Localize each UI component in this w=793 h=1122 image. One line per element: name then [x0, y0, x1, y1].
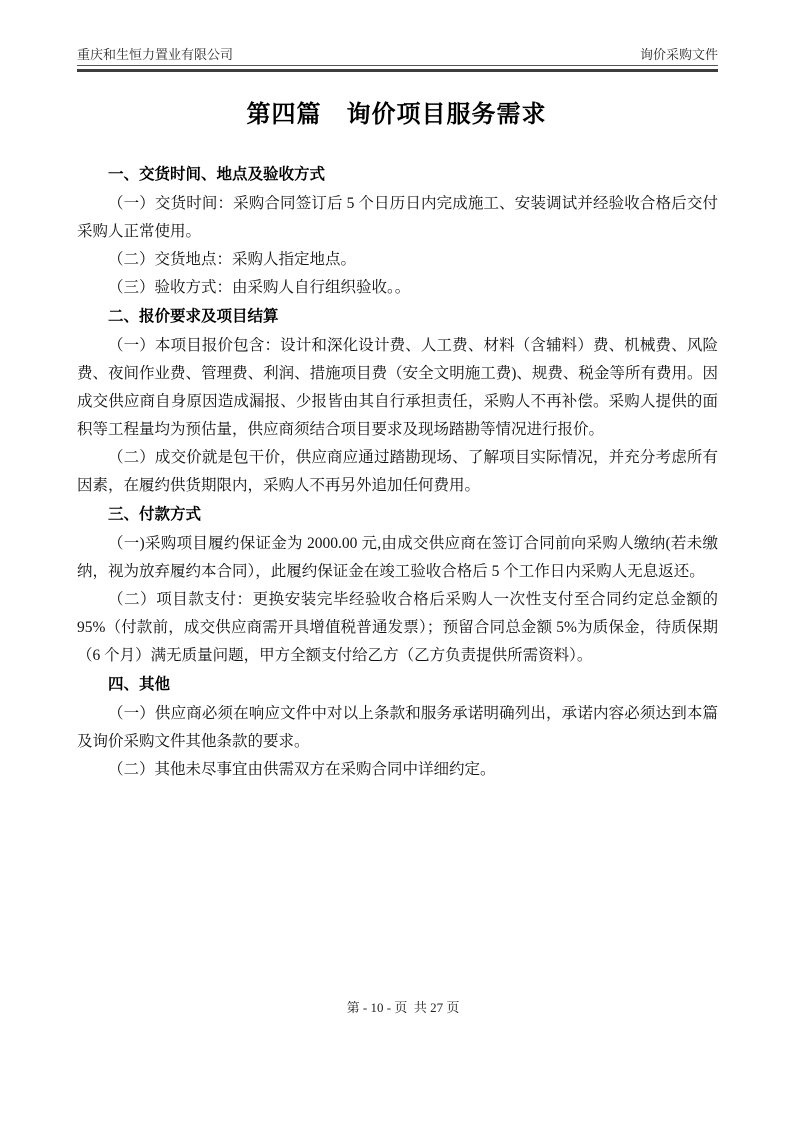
paragraph-acceptance-method: （三）验收方式：由采购人自行组织验收。。 — [108, 279, 411, 296]
header-doc-type: 询价采购文件 — [639, 47, 718, 62]
paragraph-unresolved-matters: （二）其他未尽事宜由供需双方在采购合同中详细约定。 — [108, 761, 496, 778]
section-heading-quotation: 二、报价要求及项目结算 — [108, 308, 279, 325]
page-number: 第 - 10 - 页 共 27 页 — [346, 1000, 460, 1015]
page-footer — [0, 981, 793, 1032]
paragraph-delivery-place: （二）交货地点：采购人指定地点。 — [108, 251, 357, 268]
document-body — [77, 161, 718, 784]
paragraph-commitment: （一）供应商必须在响应文件中对以上条款和服务承诺明确列出，承诺内容必须达到本篇及询价采购文件其他条款的要求。 — [77, 705, 718, 750]
header-row — [77, 44, 718, 66]
page-title: 第四篇 询价项目服务需求 — [246, 102, 547, 128]
page-header — [77, 0, 718, 72]
paragraph-delivery-time: （一）交货时间：采购合同签订后 5 个日历日内完成施工、安装调试并经验收合格后交付采购人正常使用。 — [77, 195, 718, 240]
header-company: 重庆和生恒力置业有限公司 — [77, 47, 234, 62]
paragraph-performance-bond: （一)采购项目履约保证金为 2000.00 元,由成交供应商在签订合同前向采购人缴纳(若未缴纳，视为放弃履约本合同），此履约保证金在竣工验收合格后 5 个工作日内采购人无息返还。 — [77, 535, 718, 580]
section-heading-delivery: 一、交货时间、地点及验收方式 — [108, 166, 326, 183]
paragraph-quotation-scope: （一）本项目报价包含：设计和深化设计费、人工费、材料（含辅料）费、机械费、风险费、夜间作业费、管理费、利润、措施项目费（安全文明施工费)、规费、税金等所有费用。因成交供应商自身原因造成漏报、少报皆由其自行承担责任，采购人不再补偿。采购人提供的面积等工程量均为预估量，供应商须结合项目要求及现场踏勘等情况进行报价。 — [77, 337, 718, 438]
paragraph-lump-sum-price: （二）成交价就是包干价，供应商应通过踏勘现场、了解项目实际情况，并充分考虑所有因素，在履约供货期限内，采购人不再另外追加任何费用。 — [77, 449, 718, 494]
paragraph-project-payment: （二）项目款支付：更换安装完毕经验收合格后采购人一次性支付至合同约定总金额的 95%（付款前，成交供应商需开具增值税普通发票）；预留合同总金额 5%为质保金，待质保期（6 个月）满无质量问题，甲方全额支付给乙方（乙方负责提供所需资料）。 — [77, 591, 718, 664]
section-heading-others: 四、其他 — [108, 676, 171, 693]
header-rule — [77, 69, 718, 72]
section-heading-payment: 三、付款方式 — [108, 506, 202, 523]
